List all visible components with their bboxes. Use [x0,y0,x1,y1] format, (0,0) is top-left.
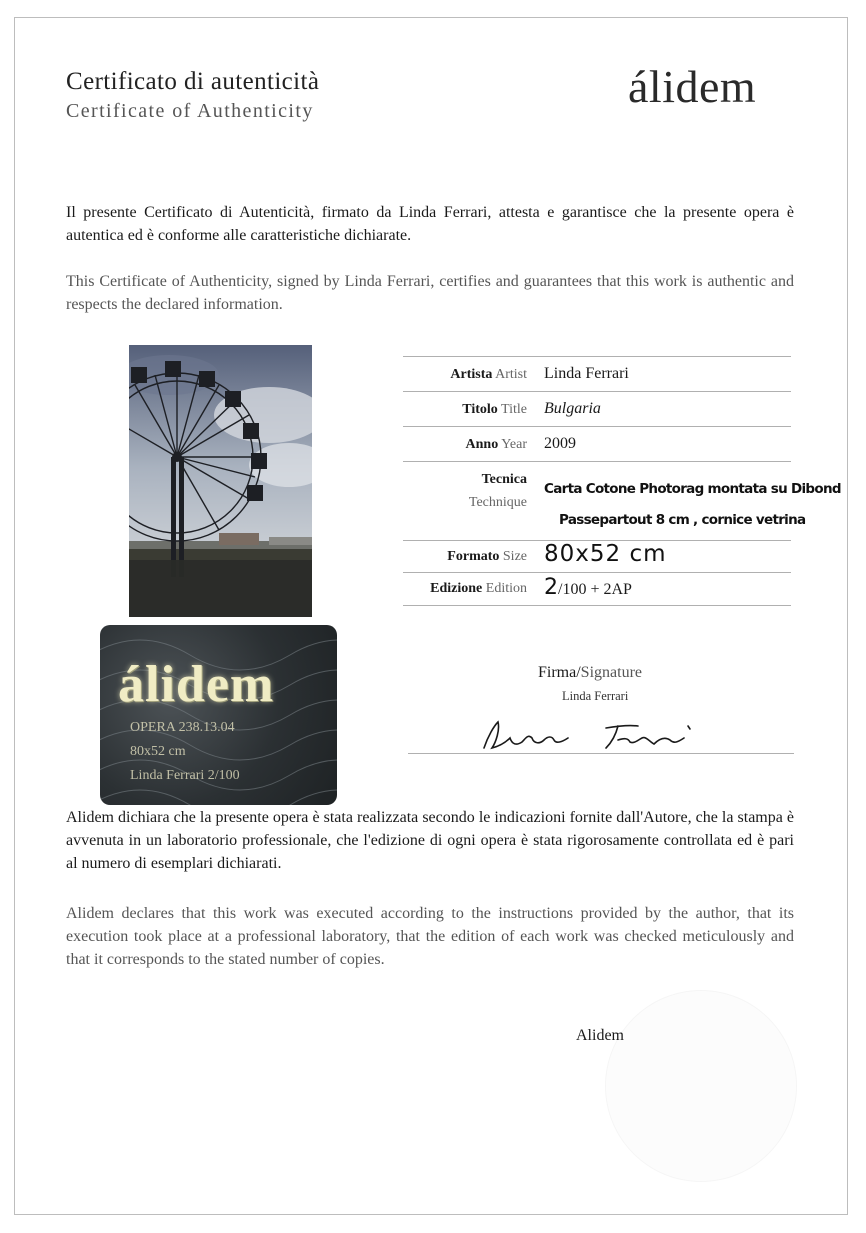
size-label-it: Formato [447,549,500,564]
alidem-signatory: Alidem [576,1027,624,1044]
year-label-it: Anno [465,437,499,452]
signature-label [538,664,642,682]
embossed-stamp [605,990,797,1182]
detail-row-edition [403,572,791,606]
signature-label-it: Firma/ [538,664,581,681]
declaration-english: Alidem declares that this work was executed according to the instructions provided by the author, that its execution took place at a professional laboratory, that the edition of each work was checked meticulously and that it corresponds to the stated number of copies. [66,905,794,968]
artwork-photo [129,345,312,617]
signature-line [408,753,794,754]
detail-row-size [403,540,791,572]
title-label-it: Titolo [462,402,498,417]
seal-line-1: OPERA 238.13.04 [130,720,235,735]
certificate-title-italian: Certificato di autenticità [66,68,320,95]
technique-label-en: Technique [468,495,527,510]
artist-label-en: Artist [495,367,527,382]
intro-english: This Certificate of Authenticity, signed by Linda Ferrari, certifies and guarantees that this work is authentic and respects the declared information. [66,273,794,313]
declaration-italian: Alidem dichiara che la presente opera è stata realizzata secondo le indicazioni fornite dall'Autore, che la stampa è avvenuta in un laboratorio professionale, che l'edizione di ogni opera è stata rigorosamente controllata ed è pari al numero di esemplari dichiarati. [66,809,794,872]
edition-label-it: Edizione [430,581,483,596]
artist-value: Linda Ferrari [544,365,629,382]
signer-name: Linda Ferrari [562,689,629,703]
hologram-seal [100,625,337,805]
alidem-logo: álidem [628,61,757,112]
seal-line-2: 80x52 cm [130,744,186,759]
artist-label-it: Artista [450,367,493,382]
title-label-en: Title [501,402,527,417]
technique-value-line1: Carta Cotone Photorag montata su Dibond [544,481,841,497]
signature-label-en: Signature [580,664,642,681]
seal-line-3: Linda Ferrari 2/100 [130,768,240,783]
artwork-details-table [403,356,841,606]
year-label-en: Year [501,437,527,452]
detail-row-title [403,391,791,426]
technique-value-line2: Passepartout 8 cm , cornice vetrina [559,512,806,528]
seal-logo: álidem [118,656,275,713]
detail-row-year [403,426,791,461]
title-value: Bulgaria [544,400,601,417]
certificate-title-english: Certificate of Authenticity [66,100,314,122]
detail-row-technique [403,461,841,540]
technique-label-it: Tecnica [481,472,527,487]
edition-label-en: Edition [485,581,527,596]
ferris-wheel-image [129,345,312,617]
size-value-handwritten: 80x52 cm [544,541,667,567]
detail-row-artist [403,356,791,391]
intro-italian: Il presente Certificato di Autenticità, firmato da Linda Ferrari, attesta e garantisce che la presente opera è autentica ed è conforme alle caratteristiche dichiarate. [66,204,794,244]
edition-value: /100 + 2AP [558,581,632,598]
year-value: 2009 [544,435,576,452]
edition-number-handwritten: 2 [544,575,558,600]
size-label-en: Size [502,549,527,564]
handwritten-signature [478,716,698,756]
